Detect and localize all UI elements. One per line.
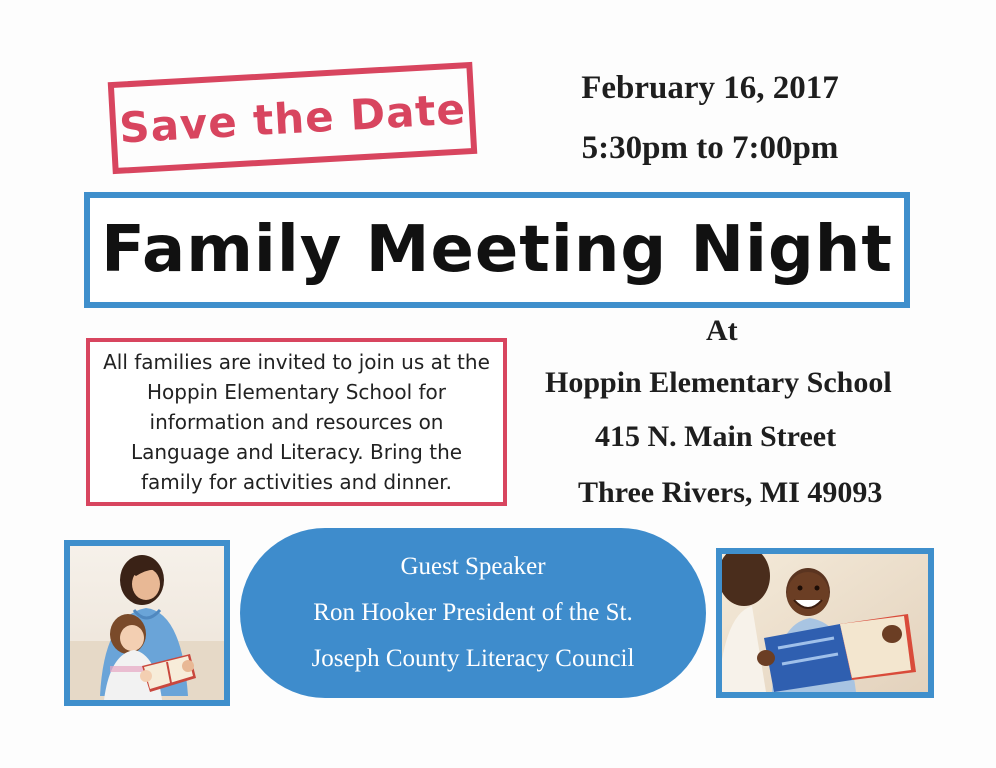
save-the-date-stamp [108, 62, 478, 174]
invitation-box [86, 338, 507, 506]
speaker-name: Ron Hooker President of the St. [313, 599, 633, 626]
location-school: Hoppin Elementary School [545, 366, 892, 399]
invite-line: Hoppin Elementary School for [147, 380, 446, 404]
invite-line: Language and Literacy. Bring the [130, 440, 463, 464]
mother-and-daughter-reading-photo [64, 540, 230, 706]
location-city: Three Rivers, MI 49093 [578, 476, 883, 509]
guest-speaker-pill [240, 528, 706, 698]
save-the-date-text: Save the Date [117, 83, 468, 153]
event-title: Family Meeting Night [101, 213, 893, 287]
title-banner [84, 192, 910, 308]
invite-line: All families are invited to join us at the [103, 350, 490, 374]
event-time: 5:30pm to 7:00pm [581, 130, 839, 166]
mother-and-daughter-reading-image [70, 546, 224, 700]
child-reading-book-photo [716, 548, 934, 698]
speaker-affiliation: Joseph County Literacy Council [311, 645, 635, 672]
invite-line: information and resources on [149, 410, 444, 434]
event-date: February 16, 2017 [581, 70, 839, 106]
speaker-heading: Guest Speaker [400, 553, 546, 580]
invite-line: family for activities and dinner. [140, 470, 453, 494]
child-reading-book-image [722, 554, 928, 692]
location-at: At [706, 314, 738, 347]
location-street: 415 N. Main Street [595, 420, 837, 453]
